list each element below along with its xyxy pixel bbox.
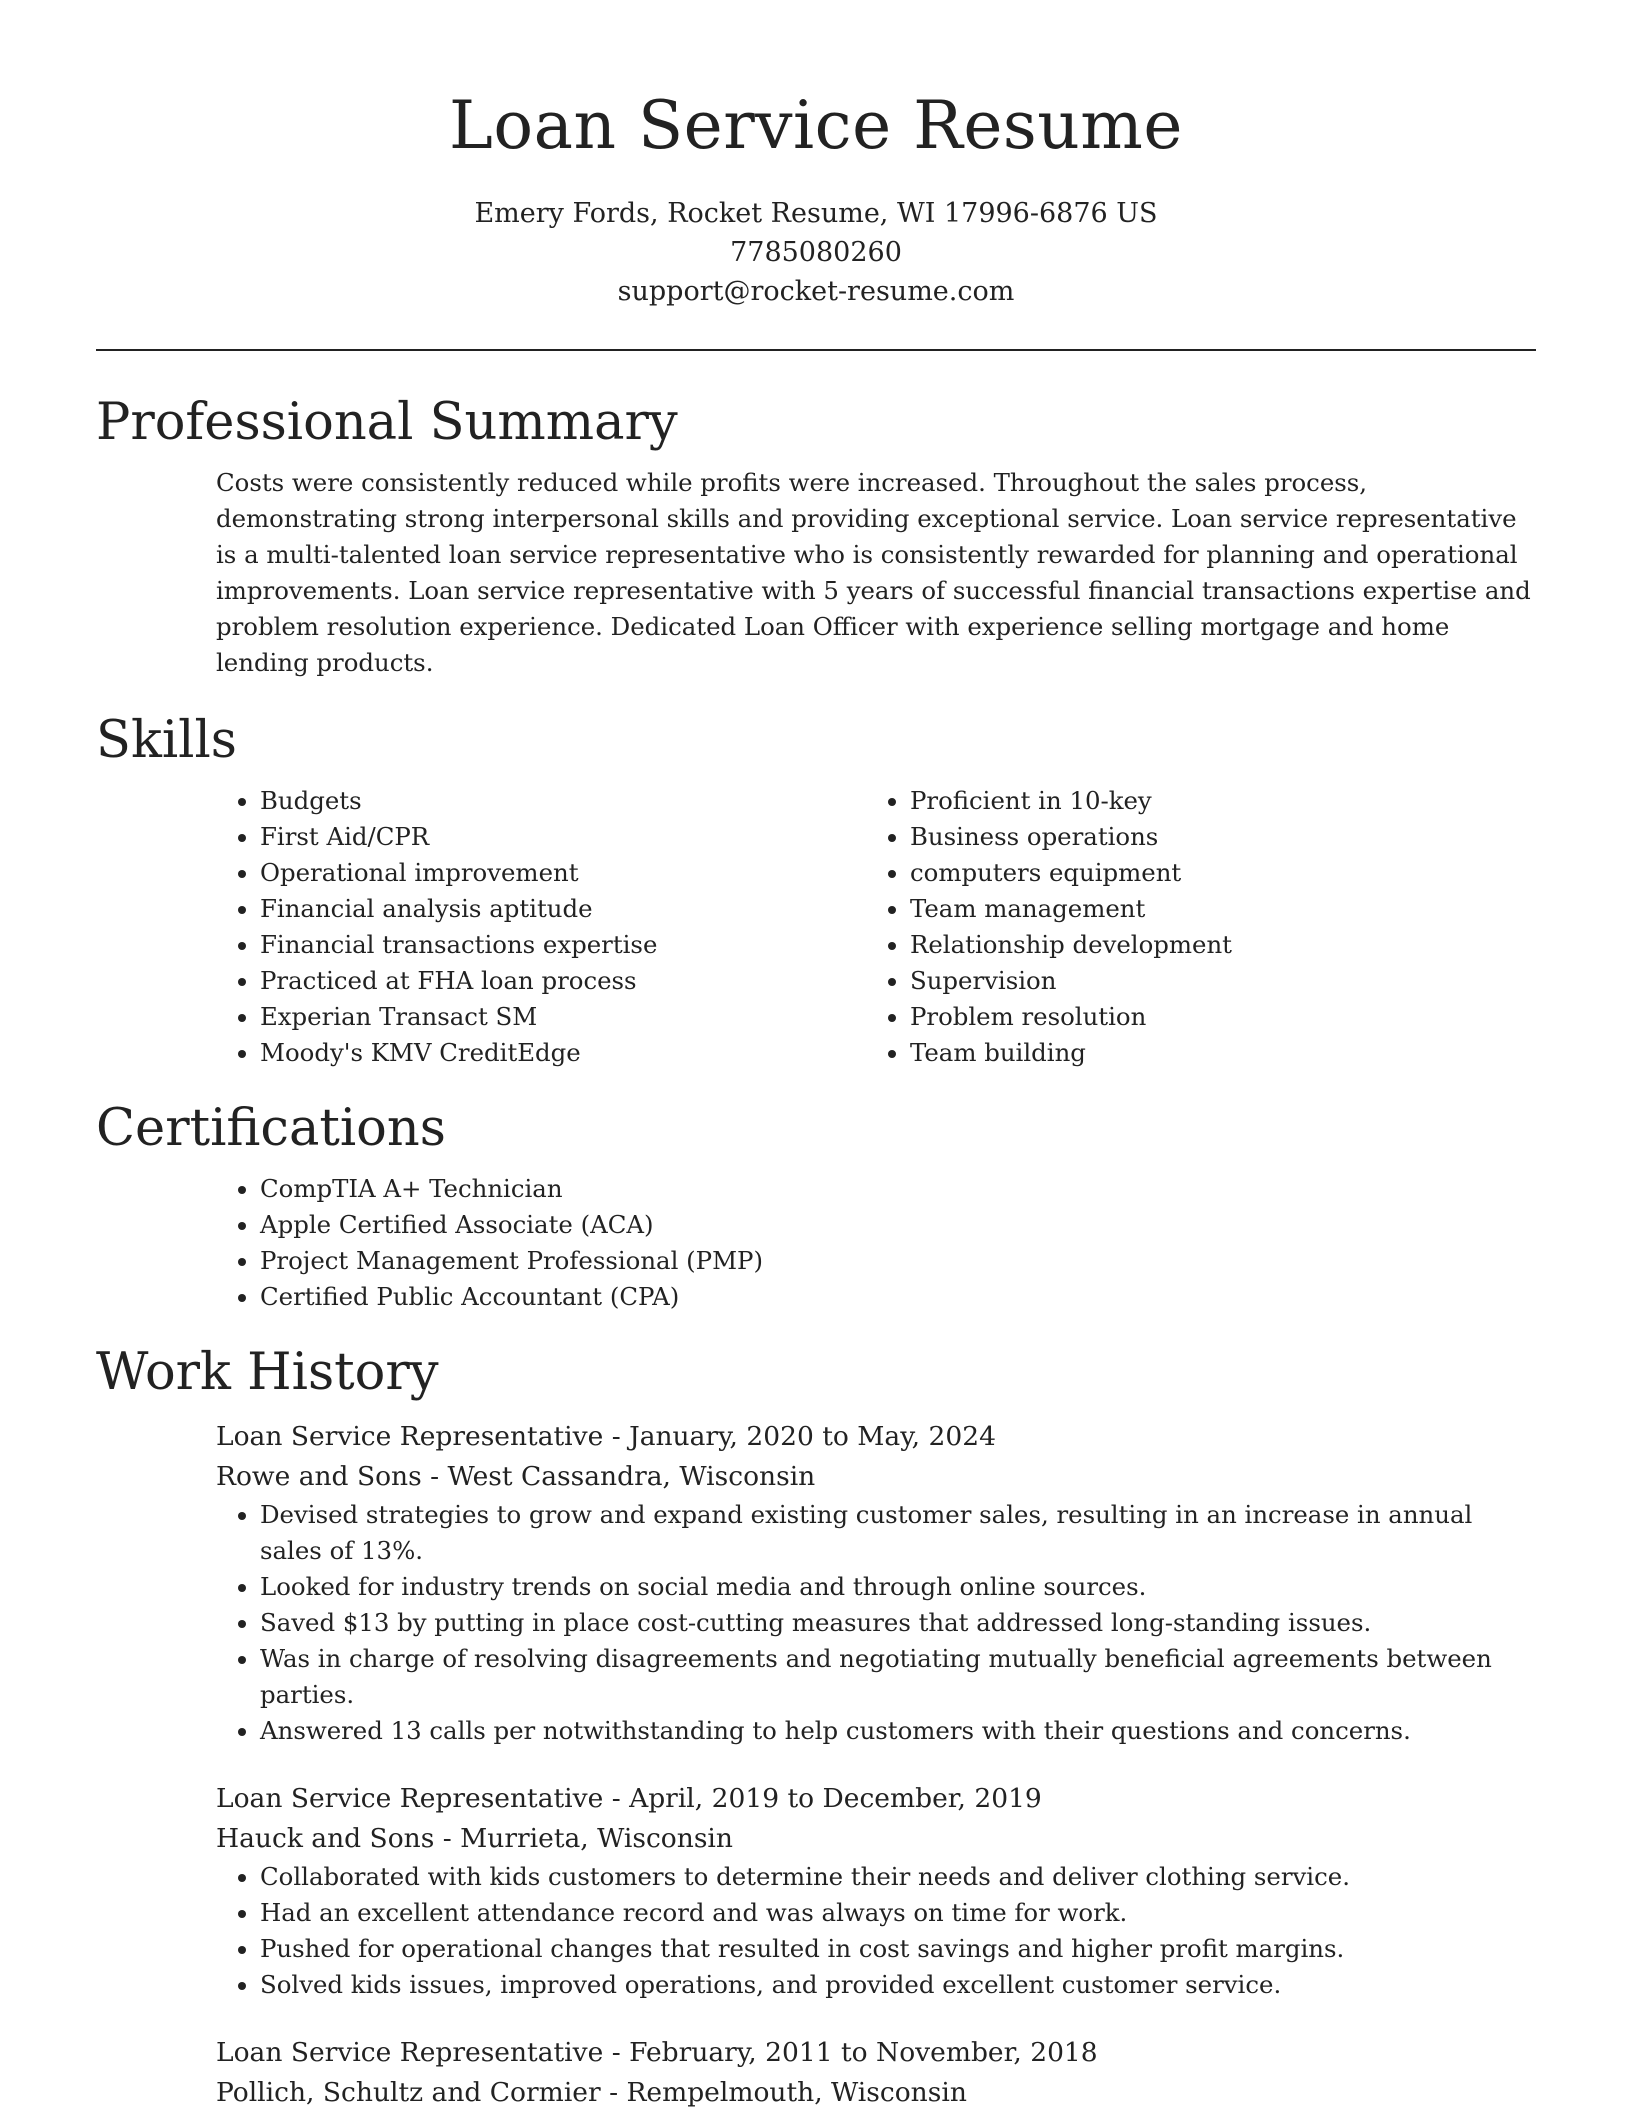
job-dates: - April, 2019 to December, 2019 [603,1783,1042,1814]
skills-column-left [216,783,866,1071]
list-item: • Certified Public Accountant (CPA) [260,1279,1536,1315]
list-item: • Operational improvement [260,855,866,891]
list-item: • Devised strategies to grow and expand existing customer sales, resulting in an increase in annual sales of 13%. [260,1497,1536,1569]
skills-list-left [216,783,866,1071]
contact-email: support@rocket-resume.com [617,276,1015,307]
list-item: • Business operations [910,819,1516,855]
list-item: • CompTIA A+ Technician [260,1171,1536,1207]
list-item: • computers equipment [910,855,1516,891]
list-item: • Pushed for operational changes that resulted in cost savings and higher profit margins. [260,1931,1536,1967]
contact-address: Emery Fords, Rocket Resume, WI 17996-6876 US [474,198,1158,229]
job-title-line [216,1417,1536,1457]
list-item: • Practiced at FHA loan process [260,963,866,999]
job-bullets [216,1497,1536,1749]
job-title: Loan Service Representative [216,2037,604,2068]
list-item: • Looked for industry trends on social media and through online sources. [260,1569,1536,1605]
job-company-line [216,2073,1536,2113]
work-history-heading: Work History [96,1343,439,1402]
list-item: • Proficient in 10-key [910,783,1516,819]
list-item: • Apple Certified Associate (ACA) [260,1207,1536,1243]
job-entry [216,2033,1536,2113]
list-item: • First Aid/CPR [260,819,866,855]
job-company-line [216,1819,1536,1859]
list-item: • Supervision [910,963,1516,999]
list-item: • Saved $13 by putting in place cost-cutting measures that addressed long-standing issues. [260,1605,1536,1641]
skills-heading: Skills [96,711,237,770]
contact-block [96,194,1536,311]
job-title: Loan Service Representative [216,1421,604,1452]
list-item: • Financial transactions expertise [260,927,866,963]
list-item: • Experian Transact SM [260,999,866,1035]
summary-text: Costs were consistently reduced while profits were increased. Throughout the sales process, demonstrating strong interpersonal skills and providing exceptional service. Loan service representative is a multi-talented loan service representative who is consistently rewarded for planning and operational improvements. Loan service representative with 5 years of successful financial transactions expertise and problem resolution experience. Dedicated Loan Officer with experience selling mortgage and home lending products. [216,468,1531,677]
job-bullets [216,1859,1536,2003]
job-title: Loan Service Representative [216,1783,604,1814]
list-item: • Collaborated with kids customers to determine their needs and deliver clothing service. [260,1859,1536,1895]
list-item: • Solved kids issues, improved operations, and provided excellent customer service. [260,1967,1536,2003]
list-item: • Financial analysis aptitude [260,891,866,927]
list-item: • Moody's KMV CreditEdge [260,1035,866,1071]
list-item: • Answered 13 calls per notwithstanding to help customers with their questions and concerns. [260,1713,1536,1749]
job-company: Rowe and Sons [216,1461,422,1492]
certifications-list [216,1171,1536,1315]
job-dates: - January, 2020 to May, 2024 [603,1421,996,1452]
certifications-section [96,1099,1536,1315]
list-item: • Team building [910,1035,1516,1071]
summary-heading: Professional Summary [96,393,678,452]
job-location: - Murrieta, Wisconsin [434,1823,733,1854]
job-company: Pollich, Schultz and Cormier [216,2077,601,2108]
job-entry [216,1417,1536,1749]
job-title-line [216,1779,1536,1819]
job-entry [216,1779,1536,2003]
job-company-line [216,1457,1536,1497]
header-divider [96,349,1536,351]
certifications-wrapper [216,1171,1536,1315]
skills-columns [216,783,1536,1071]
list-item: • Relationship development [910,927,1516,963]
skills-list-right [866,783,1516,1071]
job-title-line [216,2033,1536,2073]
list-item: • Project Management Professional (PMP) [260,1243,1536,1279]
skills-column-right [866,783,1516,1071]
contact-phone: 7785080260 [730,237,902,268]
list-item: • Was in charge of resolving disagreements and negotiating mutually beneficial agreements between parties. [260,1641,1536,1713]
work-history-section [96,1343,1536,2113]
list-item: • Problem resolution [910,999,1516,1035]
resume-title: Loan Service Resume [449,87,1183,164]
resume-page [96,0,1536,2113]
certifications-heading: Certifications [96,1099,446,1158]
job-location: - Rempelmouth, Wisconsin [600,2077,967,2108]
list-item: • Budgets [260,783,866,819]
list-item: • Team management [910,891,1516,927]
job-company: Hauck and Sons [216,1823,435,1854]
job-location: - West Cassandra, Wisconsin [421,1461,816,1492]
summary-section [96,393,1536,681]
list-item: • Had an excellent attendance record and was always on time for work. [260,1895,1536,1931]
skills-section [96,711,1536,1071]
job-dates: - February, 2011 to November, 2018 [603,2037,1098,2068]
